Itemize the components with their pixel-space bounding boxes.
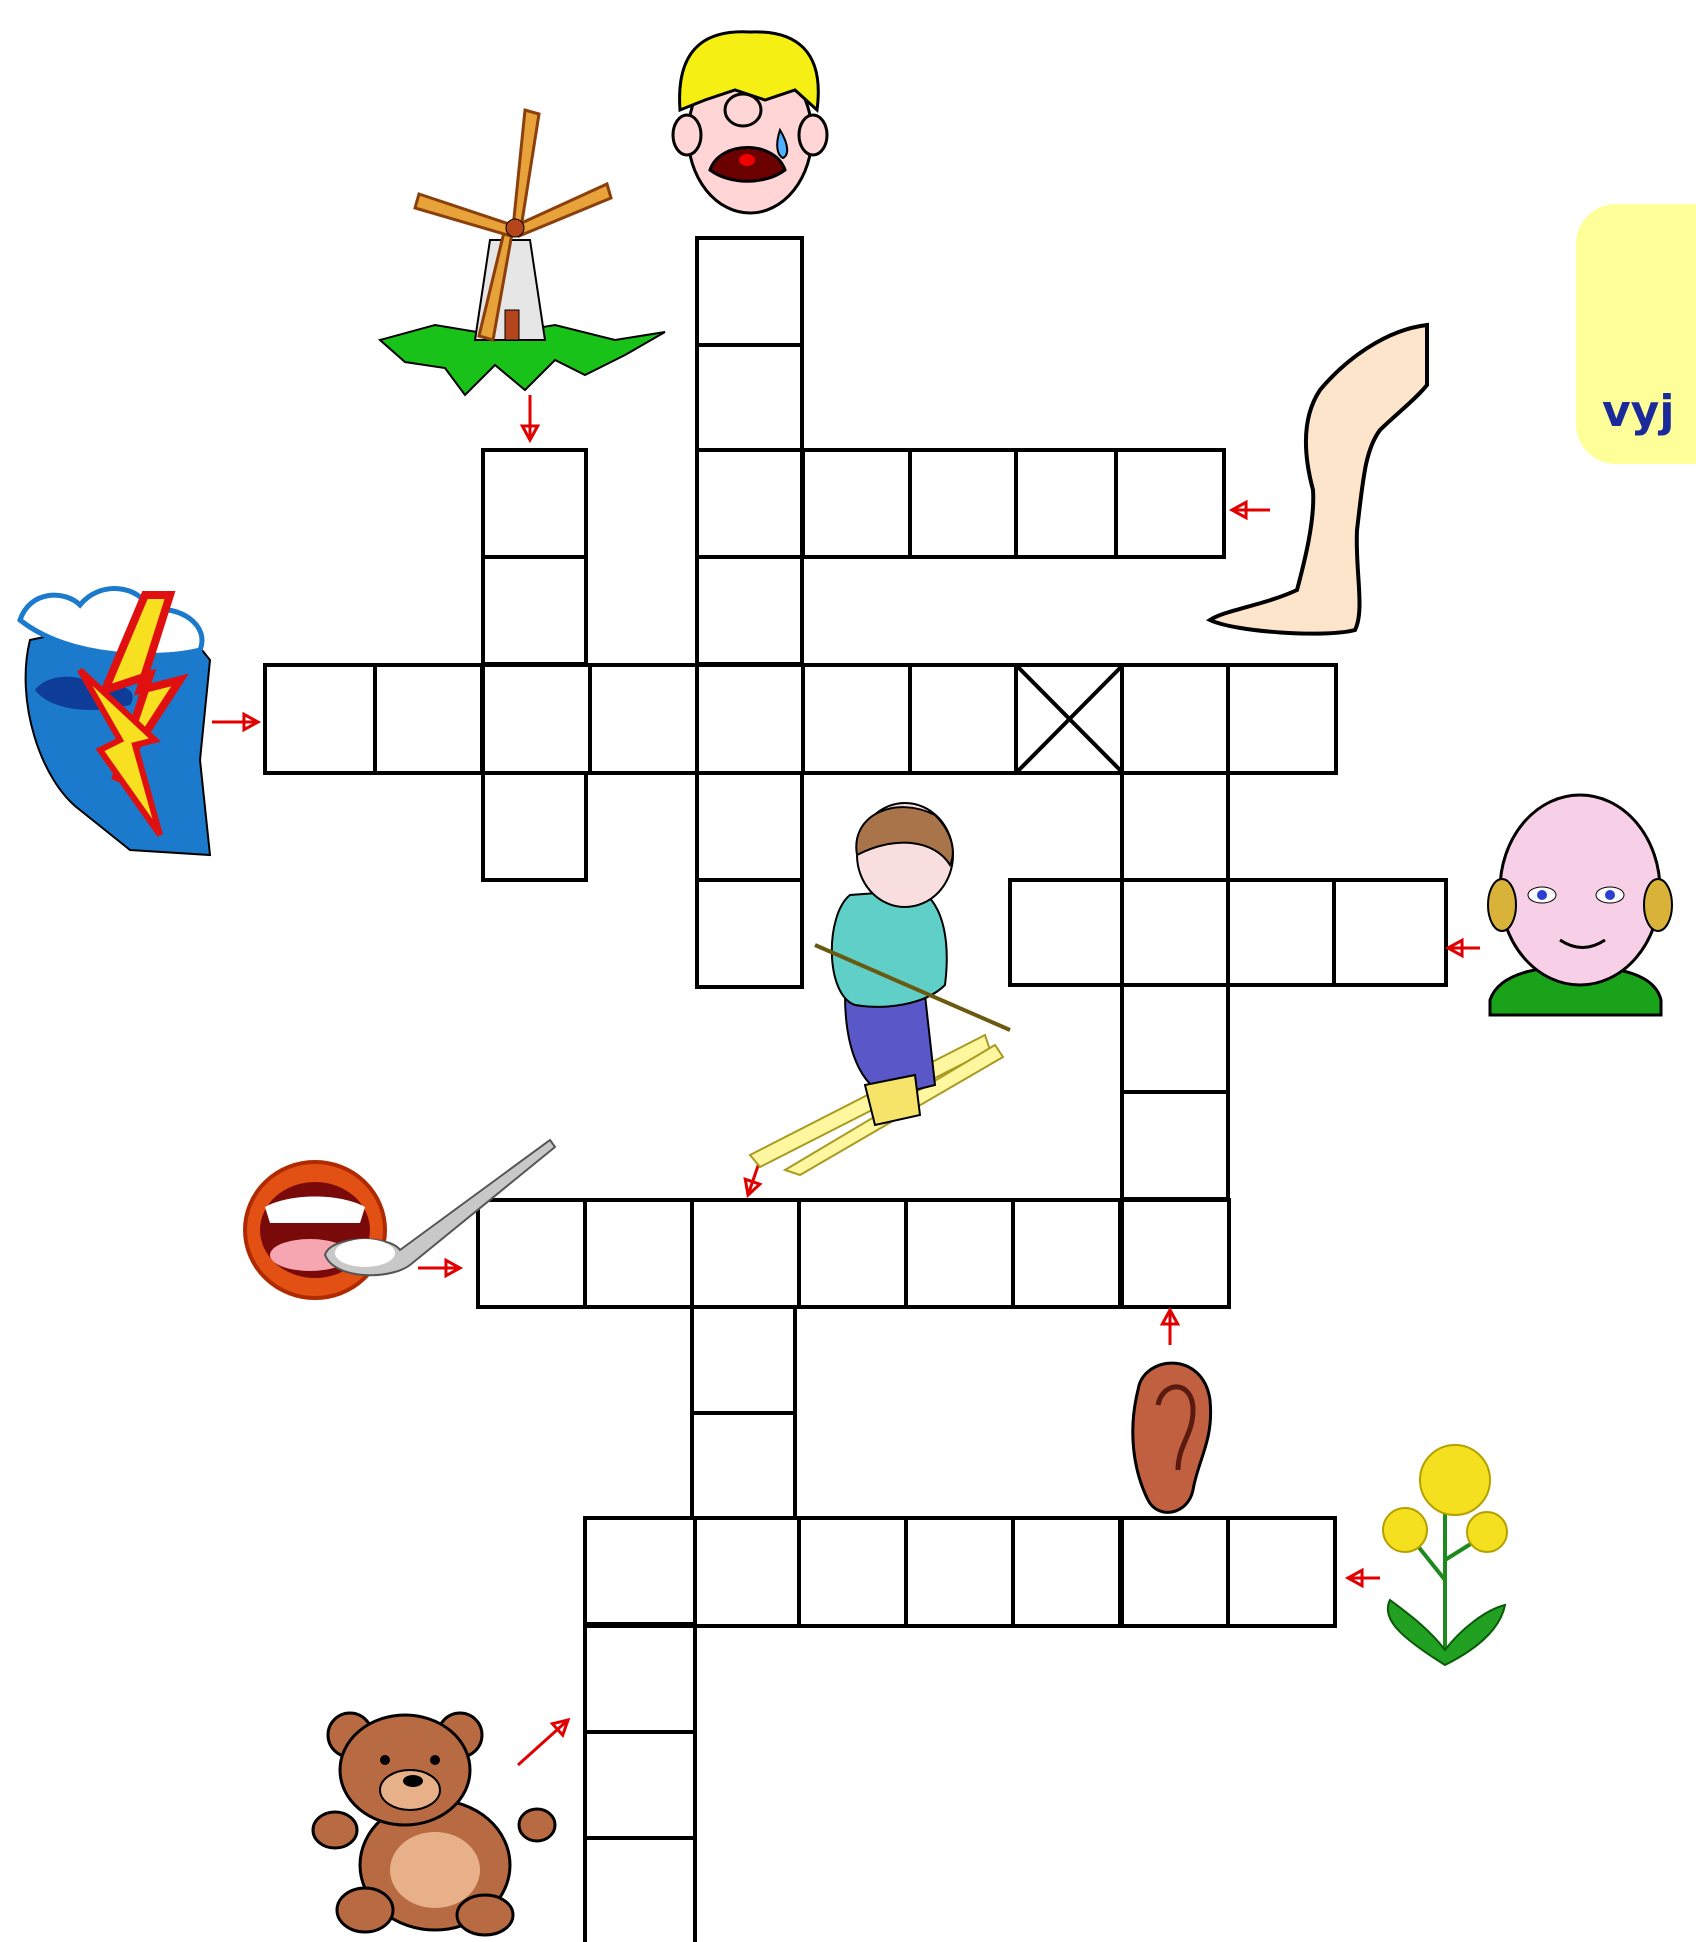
hint-note xyxy=(1576,204,1696,464)
crossword-cell[interactable] xyxy=(1334,880,1446,985)
thunderstorm-clue-arrow xyxy=(212,714,258,729)
crossword-cell[interactable] xyxy=(585,1838,695,1942)
crossword-cell[interactable] xyxy=(803,450,910,557)
old-man-icon xyxy=(1480,790,1661,1015)
crossword-cell[interactable] xyxy=(692,1200,799,1307)
windmill-icon xyxy=(375,100,675,400)
teddy-bear-icon xyxy=(315,1705,555,1935)
crossword-cell[interactable] xyxy=(483,450,586,557)
crossword-cell[interactable] xyxy=(906,1200,1013,1307)
crossword-cell[interactable] xyxy=(585,1626,695,1732)
crossword-cell[interactable] xyxy=(483,773,586,880)
crossword-cell[interactable] xyxy=(906,1518,1013,1626)
crossword-cell[interactable] xyxy=(1122,880,1228,987)
crossword-cell[interactable] xyxy=(585,1200,692,1307)
ear-icon xyxy=(1118,1350,1216,1520)
crossword-cell[interactable] xyxy=(697,238,802,345)
crossword-cell[interactable] xyxy=(1122,1200,1229,1307)
crossword-cell[interactable] xyxy=(375,665,482,773)
crossword-cell[interactable] xyxy=(1013,1200,1120,1307)
crossword-cell[interactable] xyxy=(585,1732,695,1838)
crossword-cell[interactable] xyxy=(1122,1092,1228,1199)
crossword-cell[interactable] xyxy=(1016,450,1123,557)
crossword-cell[interactable] xyxy=(1122,773,1228,880)
crossword-cell[interactable] xyxy=(692,1518,799,1626)
thunderstorm-icon xyxy=(10,580,215,860)
crossword-cell[interactable] xyxy=(803,665,910,773)
crossword-cell[interactable] xyxy=(697,665,804,773)
hint-note-text: vyj xyxy=(1602,386,1675,437)
crossword-cell[interactable] xyxy=(1228,880,1340,985)
crossword-cell[interactable] xyxy=(1122,1518,1229,1626)
crossword-cell[interactable] xyxy=(799,1518,906,1626)
mouth-spoon-icon xyxy=(240,1135,555,1310)
crossword-cell[interactable] xyxy=(697,557,802,664)
dandelion-icon xyxy=(1375,1440,1515,1670)
crossword-cell[interactable] xyxy=(483,557,586,664)
crossword-cell[interactable] xyxy=(1122,985,1228,1092)
crossword-cell[interactable] xyxy=(483,665,590,773)
crossword-cell[interactable] xyxy=(1013,1518,1120,1626)
crossword-cell[interactable] xyxy=(910,450,1017,557)
crossword-cell[interactable] xyxy=(265,665,375,773)
windmill-clue-arrow xyxy=(522,395,537,440)
crossword-cell[interactable] xyxy=(692,1413,795,1519)
crying-boy-icon xyxy=(665,10,830,225)
crossword-cell[interactable] xyxy=(590,665,697,773)
ear-clue-arrow xyxy=(1162,1310,1177,1345)
crossword-cell[interactable] xyxy=(692,1307,795,1413)
crossword-cell[interactable] xyxy=(697,345,802,452)
crossword-cell[interactable] xyxy=(1228,1518,1335,1626)
crossword-cell[interactable] xyxy=(585,1518,695,1624)
old-man-clue-arrow xyxy=(1448,940,1480,955)
crossword-cell[interactable] xyxy=(1010,880,1122,985)
skier-boy-icon xyxy=(745,795,1010,1170)
crossword-cell[interactable] xyxy=(799,1200,906,1307)
crossword-cell[interactable] xyxy=(1122,665,1229,773)
crossword-cell[interactable] xyxy=(910,665,1017,773)
leg-icon xyxy=(1205,320,1430,640)
crossword-cell[interactable] xyxy=(697,450,802,557)
crossword-cell[interactable] xyxy=(1228,665,1336,773)
